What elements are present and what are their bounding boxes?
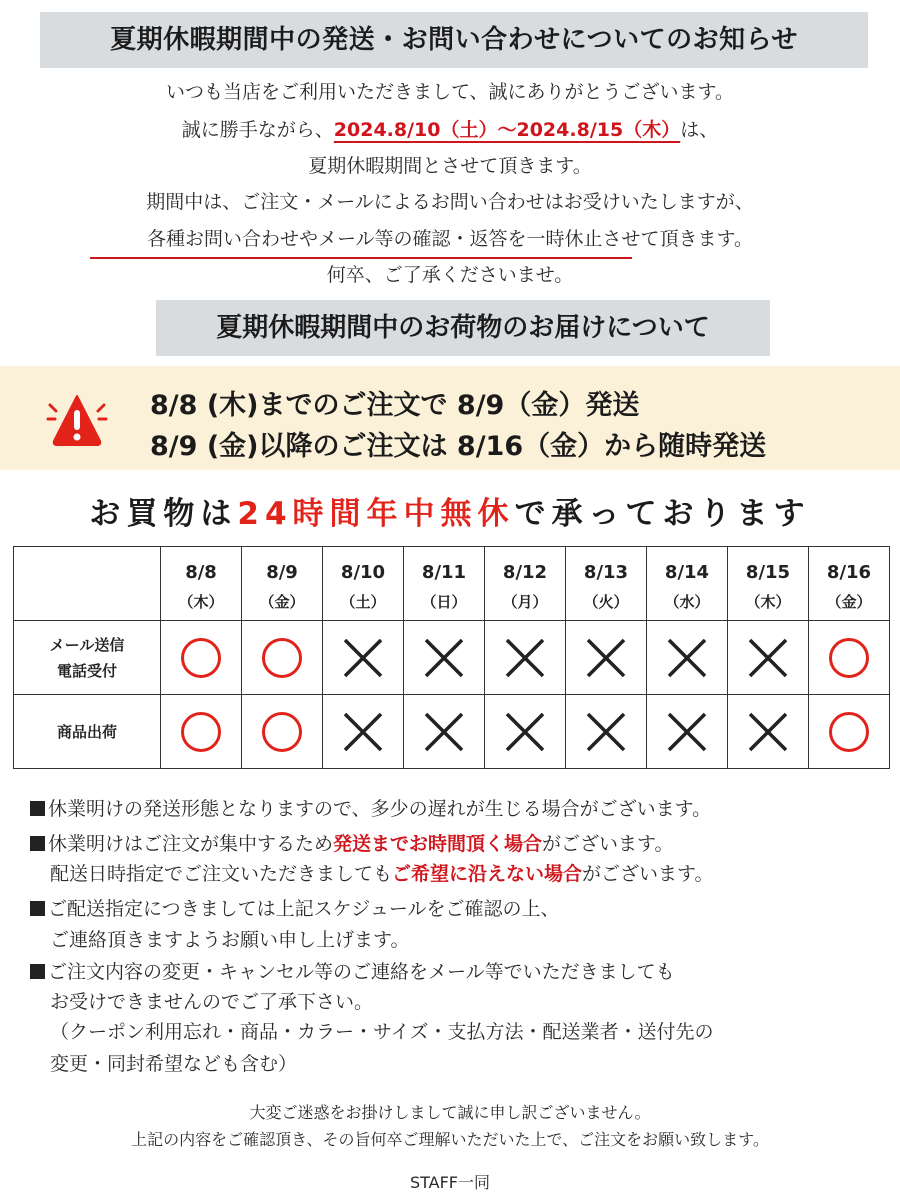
closed-cross-icon [422, 710, 466, 754]
row-label-line-1: メール送信 [49, 635, 125, 654]
date-label: 8/14 [664, 562, 710, 583]
schedule-cell [323, 695, 404, 769]
date-header-cell [566, 547, 647, 621]
date-header-cell [485, 547, 566, 621]
date-label: 8/15 [745, 562, 791, 583]
note-2 [30, 829, 674, 859]
weekday-label: （土） [340, 593, 386, 611]
intro-line-4: 期間中は、ご注文・メールによるお問い合わせはお受けいたしますが、 [146, 191, 754, 213]
notice-line-1: 8/8 (木)までのご注文で 8/9（金）発送 [150, 390, 640, 421]
schedule-table [13, 546, 890, 769]
intro-line-5: 各種お問い合わせやメール等の確認・返答を一時休止させて頂きます。 [146, 228, 754, 250]
schedule-cell [161, 621, 242, 695]
date-label: 8/10 [340, 562, 386, 583]
closed-cross-icon [665, 710, 709, 754]
schedule-header-row [14, 547, 890, 621]
weekday-label: （金） [826, 593, 872, 611]
holiday-dates: 2024.8/10（土）～2024.8/15（木） [333, 119, 681, 141]
square-bullet-icon [30, 801, 45, 816]
promo-post: で承っております [514, 496, 811, 532]
schedule-cell [485, 621, 566, 695]
closed-cross-icon [584, 636, 628, 680]
warning-icon [46, 393, 108, 447]
schedule-corner-cell [14, 547, 161, 621]
schedule-cell [809, 621, 890, 695]
schedule-cell [485, 695, 566, 769]
schedule-cell [647, 621, 728, 695]
row-label-line-2: 電話受付 [56, 661, 117, 680]
available-circle-icon [181, 638, 221, 678]
date-header-cell [647, 547, 728, 621]
date-header-cell [728, 547, 809, 621]
closed-cross-icon [341, 636, 385, 680]
row-label-line-1: 商品出荷 [56, 722, 117, 741]
date-label: 8/11 [421, 562, 467, 583]
schedule-cell [161, 695, 242, 769]
schedule-cell [323, 621, 404, 695]
intro-line-2-pre: 誠に勝手ながら、 [181, 119, 334, 141]
schedule-row [14, 621, 890, 695]
weekday-label: （日） [421, 593, 467, 611]
notice-line-2: 8/9 (金)以降のご注文は 8/16（金）から随時発送 [150, 431, 767, 462]
note-6 [30, 957, 675, 987]
available-circle-icon [829, 712, 869, 752]
closed-cross-icon [584, 710, 628, 754]
note-1 [30, 794, 711, 824]
square-bullet-icon [30, 901, 45, 916]
date-label: 8/8 [185, 562, 217, 583]
note-6-text: ご注文内容の変更・キャンセル等のご連絡をメール等でいただきましても [48, 961, 675, 983]
schedule-cell [242, 621, 323, 695]
schedule-cell [809, 695, 890, 769]
closed-cross-icon [746, 710, 790, 754]
schedule-cell [404, 621, 485, 695]
date-header-cell [323, 547, 404, 621]
closed-cross-icon [503, 710, 547, 754]
date-header-cell [404, 547, 485, 621]
intro-line-3: 夏期休暇期間とさせて頂きます。 [308, 155, 592, 177]
row-label-shipping [14, 695, 161, 769]
intro-line-2-post: は、 [680, 119, 719, 141]
available-circle-icon [181, 712, 221, 752]
schedule-cell [404, 695, 485, 769]
date-label: 8/16 [826, 562, 872, 583]
open-24h-banner [0, 488, 900, 533]
delivery-title: 夏期休暇期間中のお荷物のお届けについて [156, 300, 770, 356]
weekday-label: （水） [664, 593, 710, 611]
date-label: 8/12 [502, 562, 548, 583]
signature: STAFF一同 [409, 1173, 491, 1192]
note-4-text: ご配送指定につきましては上記スケジュールをご確認の上、 [48, 898, 560, 920]
notice-title: 夏期休暇期間中の発送・お問い合わせについてのお知らせ [40, 12, 868, 68]
note-8: （クーポン利用忘れ・商品・カラー・サイズ・支払方法・配送業者・送付先の [50, 1021, 714, 1043]
note-3-emphasis: ご希望に沿えない場合 [392, 863, 583, 885]
available-circle-icon [829, 638, 869, 678]
red-underline [90, 257, 632, 259]
closed-cross-icon [665, 636, 709, 680]
schedule-row [14, 695, 890, 769]
closed-cross-icon [422, 636, 466, 680]
date-header-cell [242, 547, 323, 621]
closed-cross-icon [341, 710, 385, 754]
date-header-cell [161, 547, 242, 621]
closed-cross-icon [746, 636, 790, 680]
row-label-contact [14, 621, 161, 695]
schedule-cell [728, 695, 809, 769]
intro-line-1: いつも当店をご利用いただきまして、誠にありがとうございます。 [165, 81, 735, 103]
apology-line: 大変ご迷惑をお掛けしまして誠に申し訳ございません。 [249, 1103, 651, 1122]
promo-highlight: 24時間年中無休 [237, 496, 515, 532]
note-7: お受けできませんのでご了承下さい。 [50, 991, 374, 1013]
weekday-label: （木） [178, 593, 224, 611]
schedule-cell [566, 621, 647, 695]
promo-pre: お買物は [89, 496, 238, 532]
note-3-pre: 配送日時指定でご注文いただきましても [50, 863, 393, 885]
date-label: 8/9 [266, 562, 298, 583]
date-label: 8/13 [583, 562, 629, 583]
schedule-cell [242, 695, 323, 769]
schedule-cell [728, 621, 809, 695]
weekday-label: （火） [583, 593, 629, 611]
square-bullet-icon [30, 964, 45, 979]
note-3-post: がございます。 [582, 863, 714, 885]
note-3 [50, 859, 714, 889]
note-5: ご連絡頂きますようお願い申し上げます。 [50, 929, 410, 951]
note-4 [30, 894, 559, 924]
square-bullet-icon [30, 836, 45, 851]
weekday-label: （月） [502, 593, 548, 611]
note-9: 変更・同封希望なども含む） [50, 1053, 298, 1075]
note-2-pre: 休業明けはご注文が集中するため [48, 833, 334, 855]
weekday-label: （金） [259, 593, 305, 611]
intro-line-2 [0, 115, 900, 145]
schedule-cell [647, 695, 728, 769]
available-circle-icon [262, 638, 302, 678]
note-2-post: がございます。 [542, 833, 674, 855]
date-header-cell [809, 547, 890, 621]
available-circle-icon [262, 712, 302, 752]
weekday-label: （木） [745, 593, 791, 611]
intro-line-6: 何卒、ご了承くださいませ。 [326, 264, 574, 286]
closed-cross-icon [503, 636, 547, 680]
schedule-cell [566, 695, 647, 769]
note-1-text: 休業明けの発送形態となりますので、多少の遅れが生じる場合がございます。 [48, 798, 712, 820]
note-2-emphasis: 発送までお時間頂く場合 [333, 833, 543, 855]
request-line: 上記の内容をご確認頂き、その旨何卒ご理解いただいた上で、ご注文をお願い致します。 [131, 1130, 769, 1149]
